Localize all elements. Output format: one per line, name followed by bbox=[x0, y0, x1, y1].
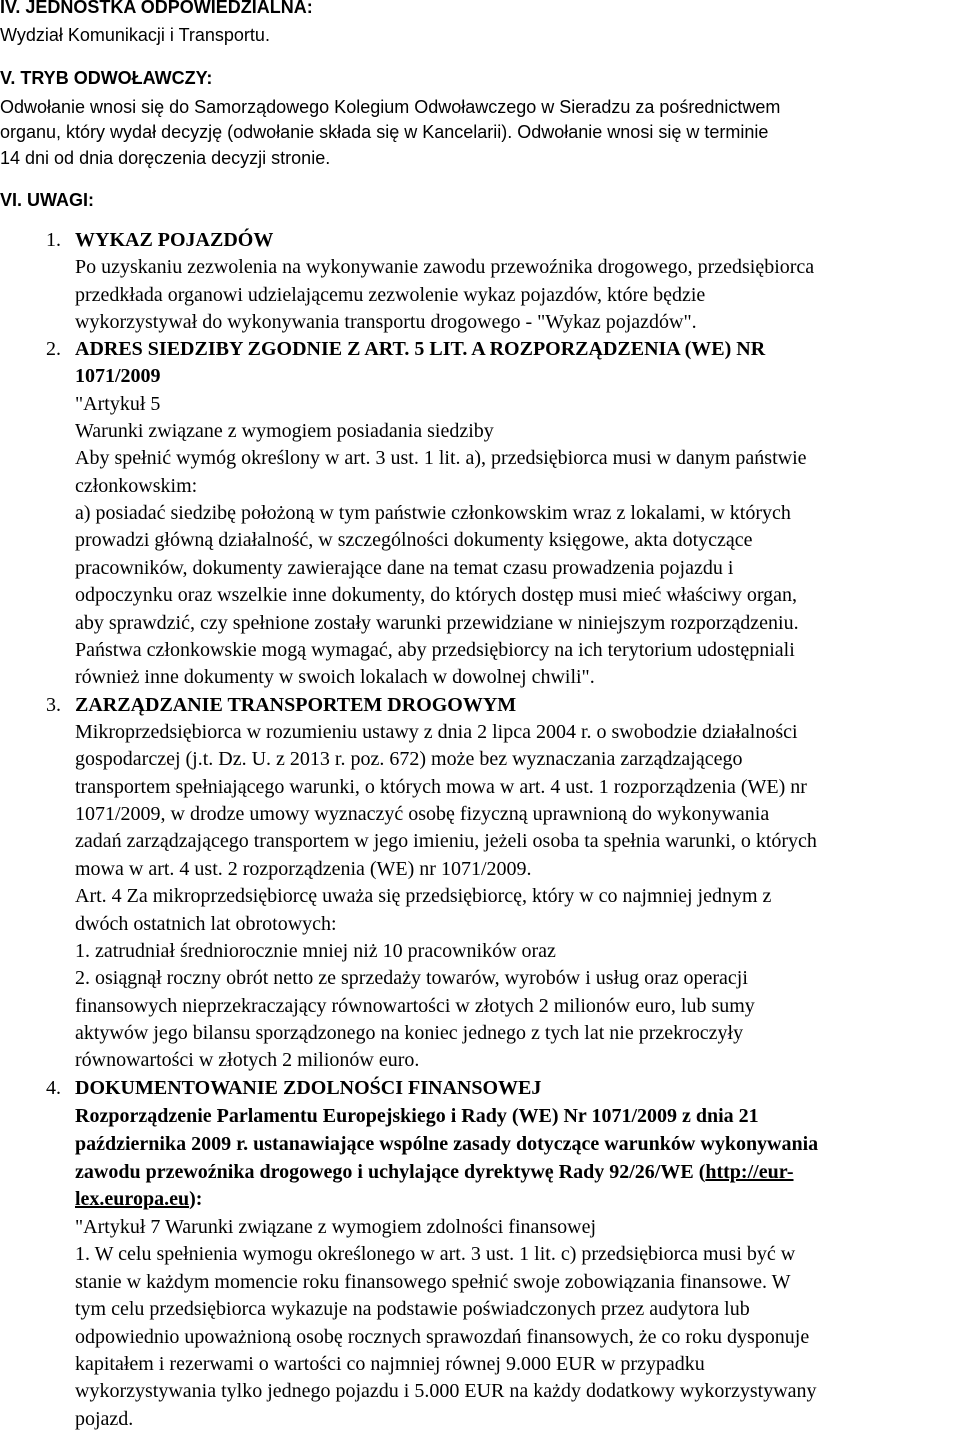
item-3-line: dwóch ostatnich lat obrotowych: bbox=[75, 913, 337, 935]
item-3-line: zadań zarządzającego transportem w jego imieniu, jeżeli osoba ta spełnia warunki, o których bbox=[75, 830, 817, 852]
section-iv-text: Wydział Komunikacji i Transportu. bbox=[0, 25, 270, 45]
item-1-number: 1. bbox=[46, 229, 61, 251]
item-3-line: gospodarczej (j.t. Dz. U. z 2013 r. poz. 672) może bez wyznaczania zarządzającego bbox=[75, 748, 743, 770]
item-2-line: aby sprawdzić, czy spełnione zostały warunki przewidziane w niniejszym rozporządzeniu. bbox=[75, 612, 799, 634]
section-v-line: organu, który wydał decyzję (odwołanie składa się w Kancelarii). Odwołanie wnosi się w terminie bbox=[0, 122, 769, 142]
item-2-line: członkowskim: bbox=[75, 475, 198, 497]
item-4-bold-line bbox=[75, 1160, 794, 1184]
item-2-title: 1071/2009 bbox=[75, 365, 161, 387]
item-3-line: aktywów jego bilansu sporządzonego na koniec jednego z tych lat nie przekroczyły bbox=[75, 1022, 744, 1044]
item-3-line: mowa w art. 4 ust. 2 rozporządzenia (WE) nr 1071/2009. bbox=[75, 858, 532, 880]
section-v-line: 14 dni od dnia doręczenia decyzji stronie. bbox=[0, 148, 331, 168]
item-4-line: stanie w każdym momencie roku finansowego spełnić swoje zobowiązania finansowe. W bbox=[75, 1271, 791, 1293]
item-4-bold-text: zawodu przewoźnika drogowego i uchylające dyrektywę Rady 92/26/WE ( bbox=[75, 1161, 706, 1183]
item-2-line: odpoczynku oraz wszelkie inne dokumenty, do których dostęp musi mieć właściwy organ, bbox=[75, 584, 798, 606]
item-4-line: kapitałem i rezerwami o wartości co najmniej równej 9.000 EUR w przypadku bbox=[75, 1353, 705, 1375]
item-4-bold-line: października 2009 r. ustanawiające wspólne zasady dotyczące warunków wykonywania bbox=[75, 1133, 819, 1155]
item-4-title: DOKUMENTOWANIE ZDOLNOŚCI FINANSOWEJ bbox=[75, 1077, 542, 1099]
item-4-bold-line bbox=[75, 1187, 202, 1211]
item-4-number: 4. bbox=[46, 1077, 61, 1099]
item-4-line: odpowiednio upoważnioną osobę rocznych sprawozdań finansowych, że co roku dysponuje bbox=[75, 1326, 810, 1348]
item-2-line: prowadzi główną działalność, w szczególności dokumenty księgowe, akta dotyczące bbox=[75, 529, 753, 551]
item-4-line: wykorzystywania tylko jednego pojazdu i 5.000 EUR na każdy dodatkowy wykorzystywany bbox=[75, 1380, 817, 1402]
item-3-line: finansowych nieprzekraczający równowartości w złotych 2 milionów euro, lub sumy bbox=[75, 995, 755, 1017]
item-2-line: "Artykuł 5 bbox=[75, 393, 161, 415]
item-1-line: Po uzyskaniu zezwolenia na wykonywanie zawodu przewoźnika drogowego, przedsiębiorca bbox=[75, 256, 815, 278]
item-3-line: Art. 4 Za mikroprzedsiębiorcę uważa się przedsiębiorcę, który w co najmniej jednym z bbox=[75, 885, 772, 907]
item-1-line: wykorzystywał do wykonywania transportu drogowego - "Wykaz pojazdów". bbox=[75, 311, 697, 333]
item-2-line: a) posiadać siedzibę położoną w tym państwie członkowskim wraz z lokalami, w których bbox=[75, 502, 791, 524]
item-3-line: 2. osiągnął roczny obrót netto ze sprzedaży towarów, wyrobów i usług oraz operacji bbox=[75, 967, 748, 989]
item-2-line: Warunki związane z wymogiem posiadania siedziby bbox=[75, 420, 494, 442]
item-3-line: Mikroprzedsiębiorca w rozumieniu ustawy z dnia 2 lipca 2004 r. o swobodzie działalności bbox=[75, 721, 798, 743]
item-2-title: ADRES SIEDZIBY ZGODNIE Z ART. 5 LIT. A ROZPORZĄDZENIA (WE) NR bbox=[75, 338, 766, 360]
item-1-title: WYKAZ POJAZDÓW bbox=[75, 229, 274, 251]
item-3-line: transportem spełniającego warunki, o których mowa w art. 4 ust. 1 rozporządzenia (WE) nr bbox=[75, 776, 807, 798]
eur-lex-link[interactable]: http://eur- bbox=[705, 1161, 794, 1183]
item-2-number: 2. bbox=[46, 338, 61, 360]
item-4-line: "Artykuł 7 Warunki związane z wymogiem zdolności finansowej bbox=[75, 1216, 597, 1238]
section-vi-heading: VI. UWAGI: bbox=[0, 190, 94, 210]
item-2-line: Państwa członkowskie mogą wymagać, aby przedsiębiorcy na ich terytorium udostępniali bbox=[75, 639, 795, 661]
item-3-line: 1. zatrudniał średniorocznie mniej niż 10 pracowników oraz bbox=[75, 940, 556, 962]
item-3-line: równowartości w złotych 2 milionów euro. bbox=[75, 1049, 420, 1071]
item-2-line: Aby spełnić wymóg określony w art. 3 ust. 1 lit. a), przedsiębiorca musi w danym państwie bbox=[75, 447, 807, 469]
item-2-line: również inne dokumenty w swoich lokalach w dowolnej chwili". bbox=[75, 666, 595, 688]
item-4-line: tym celu przedsiębiorca wykazuje na podstawie poświadczonych przez audytora lub bbox=[75, 1298, 750, 1320]
section-v-heading: V. TRYB ODWOŁAWCZY: bbox=[0, 68, 213, 88]
item-3-title: ZARZĄDZANIE TRANSPORTEM DROGOWYM bbox=[75, 694, 517, 716]
section-v-line: Odwołanie wnosi się do Samorządowego Kolegium Odwoławczego w Sieradzu za pośrednictwem bbox=[0, 97, 781, 117]
item-4-bold-text: ): bbox=[189, 1188, 203, 1210]
item-3-line: 1071/2009, w drodze umowy wyznaczyć osobę fizyczną uprawnioną do wykonywania bbox=[75, 803, 770, 825]
item-3-number: 3. bbox=[46, 694, 61, 716]
item-4-line: pojazd. bbox=[75, 1408, 134, 1430]
section-iv-heading: IV. JEDNOSTKA ODPOWIEDZIALNA: bbox=[0, 0, 313, 17]
eur-lex-link[interactable]: lex.europa.eu bbox=[75, 1188, 190, 1210]
item-2-line: pracowników, dokumenty zawierające dane na temat czasu prowadzenia pojazdu i bbox=[75, 557, 734, 579]
item-1-line: przedkłada organowi udzielającemu zezwolenie wykaz pojazdów, które będzie bbox=[75, 284, 706, 306]
item-4-line: 1. W celu spełnienia wymogu określonego w art. 3 ust. 1 lit. c) przedsiębiorca musi być w bbox=[75, 1243, 796, 1265]
item-4-bold-line: Rozporządzenie Parlamentu Europejskiego i Rady (WE) Nr 1071/2009 z dnia 21 bbox=[75, 1105, 759, 1127]
